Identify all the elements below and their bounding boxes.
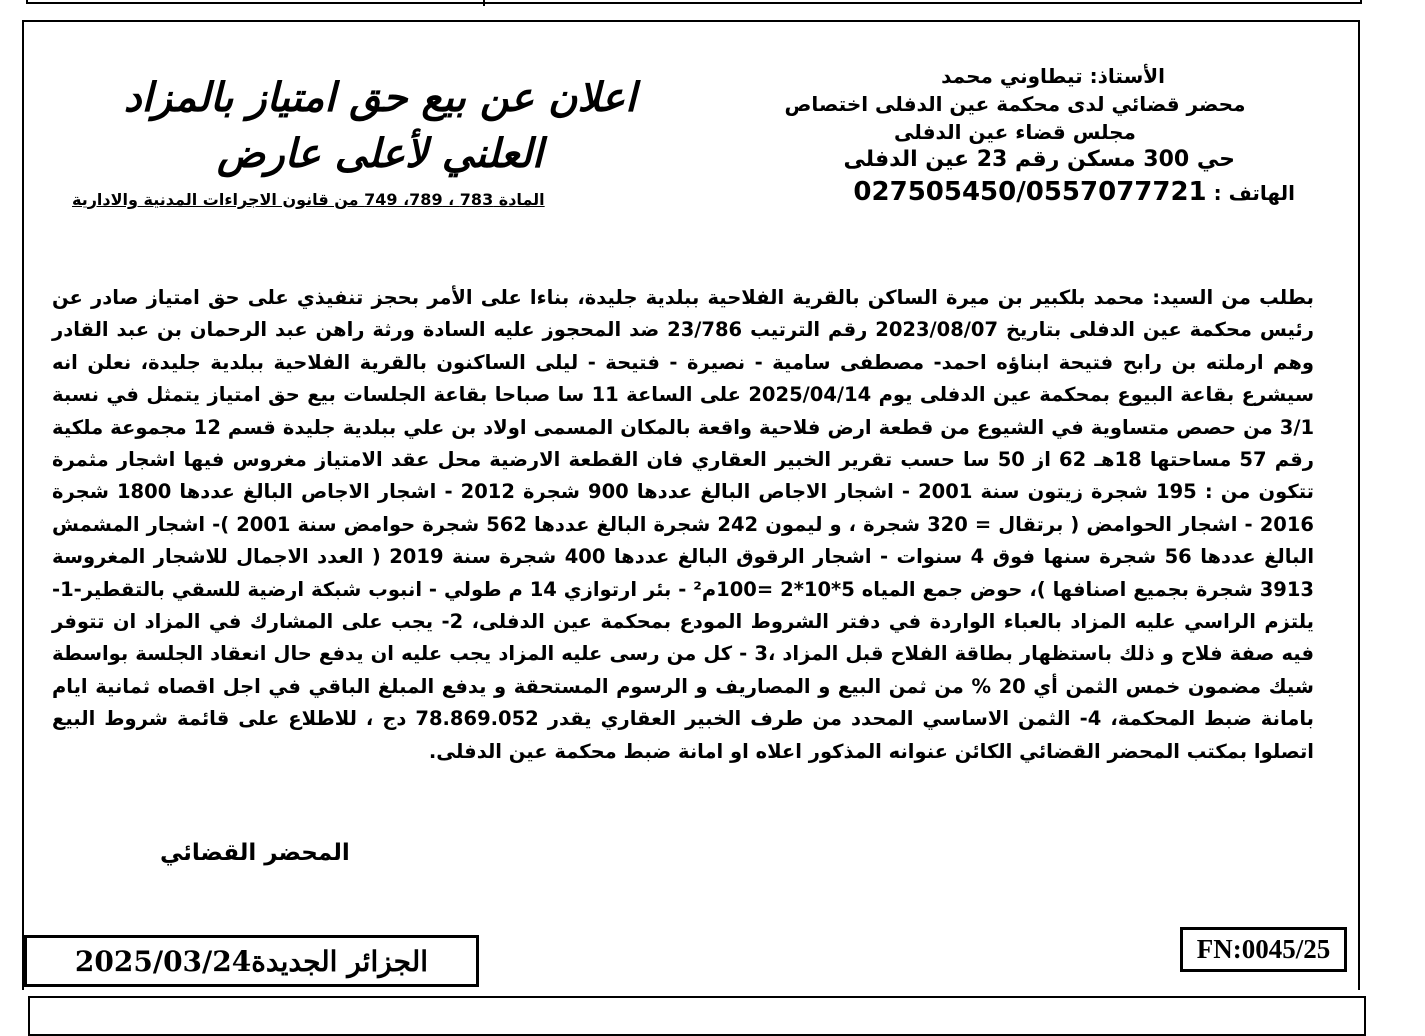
next-ad-border	[28, 996, 1366, 1036]
newspaper-date-box	[24, 935, 479, 987]
newspaper-date: الجزائر الجديدة2025/03/24	[74, 944, 429, 978]
notice-body: بطلب من السيد: محمد بلكبير بن ميرة الساكن بالقرية الفلاحية ببلدية جليدة، بناءا على الأمر بحجز تنفيذي على حق امتياز صادر عن رئيس محكمة عين الدفلى بتاريخ 2023/08/07 رقم الترتيب 23/786 ضد المحجوز عليه السادة ورثة راهن عبد الرحمان بن عبد القادر وهم ارملته بن رابح فتيحة ابناؤه احمد- مصطفى سامية - نصيرة - فتيحة - ليلى الساكنون بالقرية الفلاحية ببلدية جليدة، نعلن انه سيشرع بقاعة البيوع بمحكمة عين الدفلى يوم 2025/04/14 على الساعة 11 سا صباحا بقاعة الجلسات بيع حق امتياز يتمثل في نسبة 3/1 من حصص متساوية في الشيوع من قطعة ارض فلاحية واقعة بالمكان المسمى اولاد بن علي ببلدية جليدة قسم 12 مجموعة ملكية رقم 57 مساحتها 18هـ 62 از 50 سا حسب تقرير الخبير العقاري فان القطعة الارضية محل عقد الامتياز مغروس فيها اشجار مثمرة تتكون من : 195 شجرة زيتون سنة 2001 - اشجار الاجاص البالغ عددها 900 شجرة 2012 - اشجار الاجاص البالغ عددها 1800 شجرة 2016 - اشجار الحوامض ( برتقال = 320 شجرة ، و ليمون 242 شجرة البالغ عددها 562 شجرة حوامض سنة 2001 )- اشجار المشمش البالغ عددها 56 شجرة سنها فوق 4 سنوات - اشجار الرقوق البالغ عددها 400 شجرة سنة 2019 ( العدد الاجمال للاشجار المغروسة 3913 شجرة بجميع اصنافها )، حوض جمع المياه 5*10*2 =100م² - بئر ارتوازي 14 م طولي - انبوب شبكة ارضية للسقي بالتقطير-1- يلتزم الراسي عليه المزاد بالعباء الواردة في دفتر الشروط المودع بمحكمة عين الدفلى، 2- يجب على المشارك في المزاد ان تتوفر فيه صفة فلاح و ذلك باستظهار بطاقة الفلاح قبل المزاد ،3 - كل من رسى عليه المزاد يجب عليه ان يدفع حال انعقاد الجلسة بواسطة شيك مضمون خمس الثمن أي 20 % من ثمن البيع و المصاريف و الرسوم المستحقة و يدفع المبلغ الباقي في اجل اقصاه ثمانية ايام بامانة ضبط المحكمة، 4- الثمن الاساسي المحدد من طرف الخبير العقاري يقدر 78.869.052 دج ، للاطلاع على قائمة شروط البيع اتصلوا بمكتب المحضر القضائي الكائن عنوانه المذكور اعلاه او امانة ضبط محكمة عين الدفلى.	[52, 286, 1315, 763]
file-number: FN:0045/25	[1196, 934, 1331, 964]
bailiff-address: حي 300 مسكن رقم 23 عين الدفلى	[843, 147, 1235, 172]
file-number-box	[1180, 927, 1347, 972]
bailiff-name: الأستاذ: تيطاوني محمد	[941, 64, 1165, 88]
notice-title-block	[50, 70, 710, 209]
court-council: مجلس قضاء عين الدفلى	[894, 120, 1136, 144]
notice-title-line1: اعلان عن بيع حق امتياز بالمزاد	[123, 74, 637, 121]
bailiff-title: محضر قضائي لدى محكمة عين الدفلى اختصاص	[784, 92, 1246, 116]
bailiff-phone	[735, 178, 1295, 207]
phone-label: الهاتف :	[1213, 181, 1295, 205]
legal-reference: المادة 783 ، 789، 749 من قانون الاجراءات المدنية والادارية	[72, 190, 545, 209]
bailiff-header	[735, 62, 1295, 207]
signature: المحضر القضائي	[160, 840, 350, 866]
notice-title-line2: العلني لأعلى عارض	[216, 130, 544, 177]
previous-ad-border	[26, 0, 1362, 4]
phone-number: 027505450/0557077721	[853, 177, 1207, 207]
